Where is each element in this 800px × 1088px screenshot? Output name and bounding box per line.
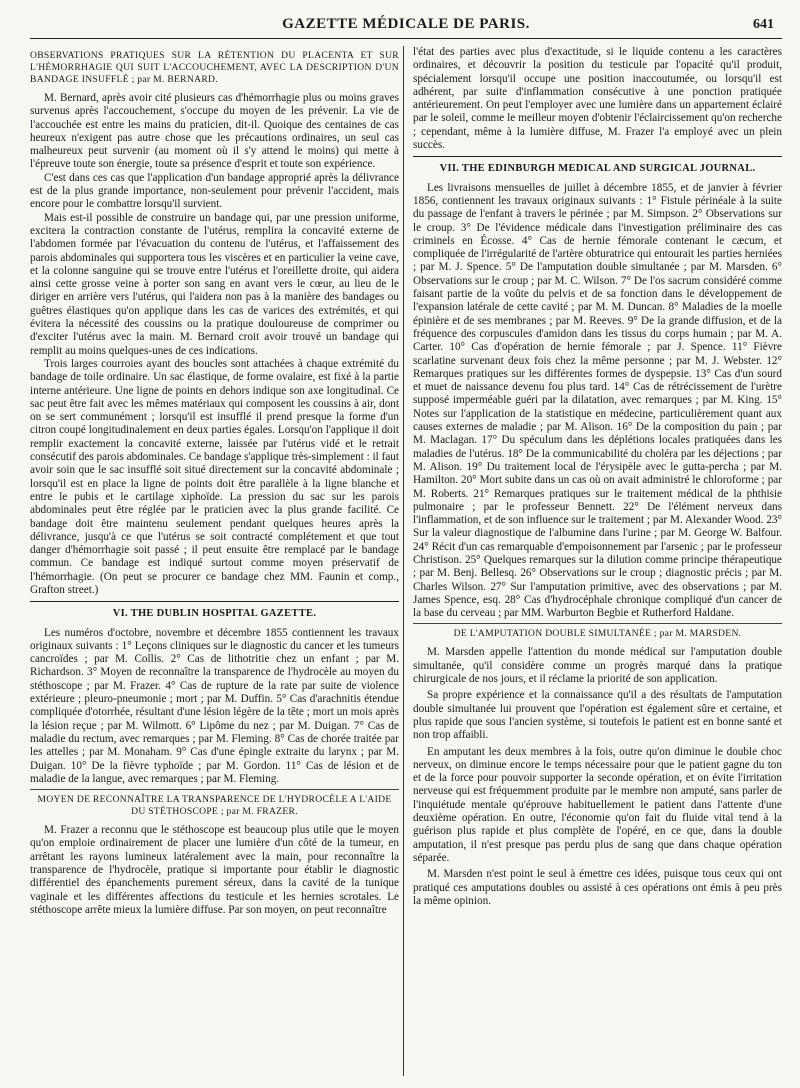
left-column	[30, 46, 399, 917]
section-rule	[30, 601, 399, 602]
paragraph: Mais est-il possible de construire un bandage qui, par une pression uniforme, excitera la contraction constante de l'utérus, remplira la concavité externe de l'abdomen formée par l'évacuation du contenu de l'utérus, et l'affaissement des parois abdominales qui supportera tous les viscères et en particulier la veine cave, et la colonne sanguine qui se trouve entre l'utérus et l'oreillette droite, qui aidera ainsi cette grosse veine à porter son sang en avant vers le cœur, au lieu de le diriger en arrière vers l'utérus, qui l'aidera non pas à la manière des bandages ou guêtres élastiques qu'on applique dans les cas de varices des extrémités, et qui évitera la nécessité des coussins ou la pratique douloureuse de comprimer ou d'exciter l'utérus avec la main. M. Bernard croit avoir trouvé un bandage qui remplit au moins quelques-unes de ces indications.	[30, 211, 399, 357]
section-rule	[413, 156, 782, 157]
paragraph: M. Marsden n'est point le seul à émettre ces idées, puisque tous ceux qui ont pratiqué ces amputations doubles ou assisté à ces opérations ont émis à peu près la même opinion.	[413, 868, 782, 907]
paragraph: M. Marsden appelle l'attention du monde médical sur l'amputation double simultanée, qu'il considère comme un progrès marqué dans la pratique chirurgicale de nos jours, et il réclame la priorité de son application.	[413, 646, 782, 686]
paragraph: Sa propre expérience et la connaissance qu'il a des résultats de l'amputation double simultanée lui prouvent que l'opération est également sûre et certaine, et plus rapide que sous l'ancien système, si toutefois le patient est en bonne santé et non trop affaibli.	[413, 689, 782, 742]
column-divider	[403, 46, 404, 1076]
heading-placenta: OBSERVATIONS PRATIQUES SUR LA RÉTENTION DU PLACENTA ET SUR L'HÉMORRHAGIE QUI SUIT L'ACCOUCHEMENT, AVEC LA DESCRIPTION D'UN BANDAGE INSUFFLÉ ; par M. BERNARD.	[30, 50, 399, 85]
section-rule	[30, 789, 399, 790]
paragraph: Les livraisons mensuelles de juillet à décembre 1855, et de janvier à février 1856, contiennent les travaux originaux suivants : 1° Fistule périnéale à la suite du passage de l'enfant à travers le périnée ; par M. Simpson. 2° Observations sur le croup. 3° De l'évidence médicale dans l'investigation préliminaire des cas criminels en Écosse. 4° Cas de hernie fémorale contenant le cæcum, et compliquée de l'irrégularité de l'artère obturatrice qui entourait les parties herniées ; par M. J. Spence. 5° De l'amputation double simultanée ; par M. Marsden. 6° Observations sur le croup ; par M. C. Wilson. 7° De l'os sacrum considéré comme faisant partie de la voûte du pelvis et de sa fonction dans le développement de l'expansion latérale de cette cavité ; par M. M. Duncan. 8° Maladies de la moelle épinière et de ses membranes ; par M. Reeves. 9° De la grande diffusion, et de la fréquence des corpuscules d'amidon dans les tissus du corps humain ; par M. A. Carter. 10° Cas d'opération de hernie fémorale ; par J. Spence. 11° Fièvre scarlatine survenant deux fois chez la même personne ; par M. J. Webster. 12° Remarques pratiques sur les différentes formes de dyspepsie. 13° Cas d'un sourd et muet de naissance devenu fou plus tard. 14° Cas de rétrécissement de l'urètre supposé imperméable guéri par la dilatation, avec remarques ; par M. King. 15° Notes sur l'application de la statistique en médecine, particulièrement quant aux causes externes de maladie ; par M. Alison. 16° De la composition du pain ; par M. Maclagan. 17° Du spéculum dans les déplétions locales pratiquées dans les maladies de l'utérus. 18° De la communicabilité du choléra par les déjections ; par M. Alison. 19° Du traitement local de l'érysipèle avec le gutta-percha ; par M. Hamilton. 20° Mort subite dans un cas où on avait administré le chloroforme ; par M. Roberts. 21° Remarques pratiques sur le traitement médical de la phthisie pulmonaire ; par le professeur Bennett. 22° De l'élément nerveux dans l'inflammation, et de son influence sur le traitement ; par M. Alexander Wood. 23° Sur la valeur diagnostique de l'albumine dans l'urine ; par M. George W. Balfour. 24° Récit d'un cas remarquable d'empoisonnement par l'arsenic ; par le professeur Christison. 25° Quelques remarques sur la dilution comme principe thérapeutique ; par M. Benj. Bellesq. 26° Observations sur le croup ; diagnostic précis ; par M. Charles Wilson. 27° Sur l'amputation primitive, avec des observations ; par M. James Spence, esq. 28° Cas d'hydrocéphale chronique compliqué d'un cancer de la base du cerveau ; par MM. Warburton Begbie et Rutherford Haldane.	[413, 181, 782, 620]
paragraph: Trois larges courroies ayant des boucles sont attachées à chaque extrémité du bandage de toile ordinaire. Un sac élastique, de forme ovalaire, est fixé à la partie interne antérieure. Une ligne de points en dehors indique son axe longitudinal. Ce sac peut être fait avec les mêmes matériaux qui composent les coussins à air, dont on se sert communément ; lorsqu'il est insufflé il prend presque la forme d'un citron coupé longitudinalement en deux parties égales. Lorsqu'on l'applique il doit remplir exactement la concavité externe, laissée par l'utérus vidé et le retrait consécutif des parois abdominales. Ce bandage s'applique très-simplement : il faut avoir soin que le sac insufflé soit situé directement sur la concavité abdominale ; lorsqu'il est en place la ligne de points doit être parallèle à la ligne blanche et entre le pubis et le cartilage xiphoïde. La pression du sac sur les parois abdominales peut être réglée par le praticien avec la plus grande facilité. Ce bandage doit être maintenu seulement pendant quelques heures après la délivrance, jusqu'à ce que l'utérus se soit contracté complétement et que tout danger d'hémorrhagie soit passé ; il peut ensuite être remplacé par le bandage commun. Ce bandage est indiqué surtout comme moyen préservatif de l'hémorrhagie. (On peut se procurer ce bandage chez MM. Faunin et comp., Grafton street.)	[30, 357, 399, 596]
paragraph: Les numéros d'octobre, novembre et décembre 1855 contiennent les travaux originaux suivants : 1° Leçons cliniques sur le diagnostic du cancer et les tumeurs cancroïdes ; par M. Collis. 2° Cas de lithotritie chez un enfant ; par M. Richardson. 3° Moyen de reconnaître la transparence de l'hydrocèle au moyen du stéthoscope ; par M. Frazer. 4° Cas de rupture de la rate par suite de violence extérieure ; pleuro-pneumonie ; mort ; par M. Duffin. 5° Cas d'arachnitis étendue compliquée d'otorrhée, résultant d'une lésion légère de la tête ; mort un mois après la lésion reçue ; par M. Wilmott. 6° Lipôme du nez ; par M. Duigan. 7° Cas de maladie du rectum, avec remarques ; par M. Fleming. 8° Cas de chorée traitée par les attelles ; par M. Monaham. 9° Cas d'une épingle extraite du larynx ; par M. Duigan. 10° De la fièvre typhoïde ; par M. Gordon. 11° Cas de lésion et de maladie de la langue, avec remarques ; par M. Fleming.	[30, 626, 399, 785]
page-number: 641	[753, 17, 774, 32]
paragraph: En amputant les deux membres à la fois, outre qu'on diminue le double choc nerveux, on diminue encore le temps nécessaire pour que le patient gagne du ton et de la force pour pouvoir supporter la seconde opération, et on évite l'irritation nerveuse qui est fréquemment produite par le membre non amputé, sans parler de l'inquiétude mentale qu'éprouve habituellement le patient dans l'attente d'une deuxième opération. En outre, l'économie qu'on fait du fluide vital tend à la guérison plus rapide et plus complète de l'opéré, en ce que, dans la double amputation, il n'est presque pas perdu plus de sang que dans chaque opération séparée.	[413, 745, 782, 864]
page-header	[30, 14, 782, 39]
heading-amputation: DE L'AMPUTATION DOUBLE SIMULTANÉE ; par M. MARSDEN.	[453, 628, 742, 640]
heading-edinburgh: VII. THE EDINBURGH MEDICAL AND SURGICAL JOURNAL.	[439, 163, 756, 175]
right-column	[413, 46, 782, 908]
paragraph: M. Bernard, après avoir cité plusieurs cas d'hémorrhagie plus ou moins graves survenus après l'accouchement, s'occupe du moyen de les prévenir. La vie de l'accouchée est entre les mains du praticien, dit-il. Quoique des centaines de cas heureux n'exigent pas autre chose que les précautions ordinaires, un seul cas malheureux peut survenir (au moment où il s'y attend le moins) qui mette à l'épreuve toute son énergie, toute sa présence d'esprit et toute son expérience.	[30, 92, 399, 171]
heading-hydrocele: MOYEN DE RECONNAÎTRE LA TRANSPARENCE DE L'HYDROCÈLE A L'AIDE DU STÉTHOSCOPE ; par M. FRAZER.	[37, 794, 392, 818]
section-rule	[413, 623, 782, 624]
paragraph: M. Frazer a reconnu que le stéthoscope est beaucoup plus utile que le moyen qu'on emploie ordinairement de placer une lumière d'un côté de la tumeur, en arrêtant les rayons lumineux latéralement avec la main, pour reconnaître la transparence de l'hydrocèle, pratique si importante pour établir le diagnostic différentiel des épanchements purement séreux, dans la cavité de la tunique vaginale et les différentes affections du testicule et les hernies scrotales. Le stéthoscope arrête mieux la lumière diffuse. Par son moyen, on peut reconnaître	[30, 824, 399, 916]
heading-dublin: VI. THE DUBLIN HOSPITAL GAZETTE.	[112, 608, 317, 620]
paragraph: l'état des parties avec plus d'exactitude, si le liquide contenu a les caractères ordinaires, et découvrir la position du testicule par l'opacité qu'il produit, spécialement lorsqu'il occupe une position inaccoutumée, ou lorsqu'il est adhérent, par suite d'inflammation consécutive à une ponction pratiquée antérieurement. On peut l'employer avec une lumière dans un appartement éclairé par le soleil, comme le meilleur moyen d'obtenir l'éclaircissement qu'on recherche ; cependant, même à la lumière diffuse, M. Frazer l'a employé avec un plein succès.	[413, 46, 782, 152]
paragraph: C'est dans ces cas que l'application d'un bandage approprié après la délivrance est de la plus grande importance, non-seulement pour prévenir l'accident, mais encore pour le combattre lorsqu'il survient.	[30, 171, 399, 211]
journal-title: GAZETTE MÉDICALE DE PARIS.	[282, 16, 530, 32]
